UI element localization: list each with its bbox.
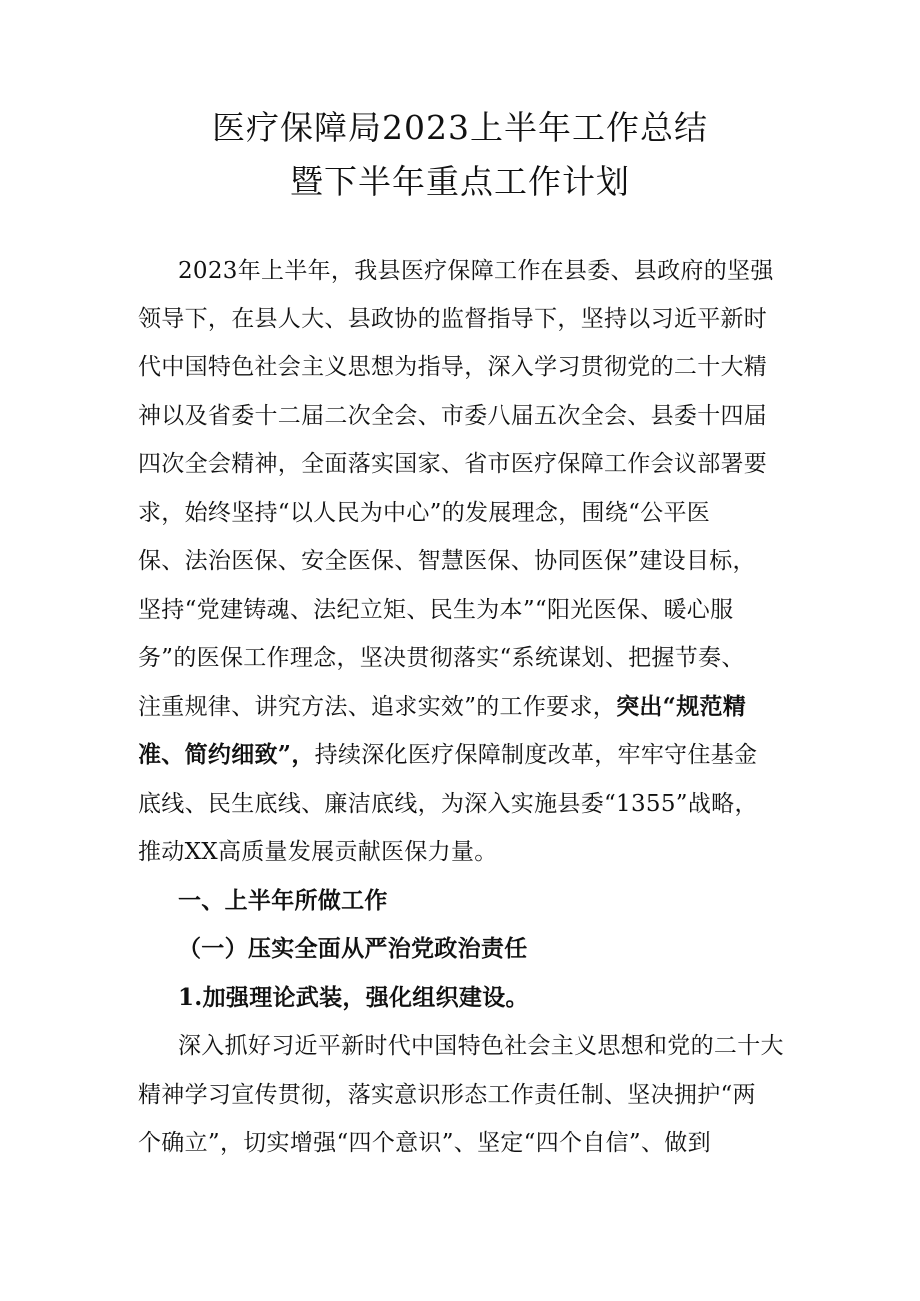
intro-line-9: 务”的医保工作理念，坚决贯彻落实“系统谋划、把握节奏、 — [138, 645, 745, 671]
intro-line-11-emphasis: 准、简约细致”， — [138, 741, 315, 768]
intro-line-11 — [138, 741, 788, 769]
intro-line-3: 代中国特色社会主义思想为指导，深入学习贯彻党的二十大精 — [138, 354, 768, 380]
subsection-heading: （一）压实全面从严治党政治责任 — [178, 935, 528, 962]
intro-line-6: 求，始终坚持“以人民为中心”的发展理念，围绕“公平医 — [138, 500, 711, 526]
document-title-line-1: 医疗保障局2023上半年工作总结 — [212, 108, 708, 147]
intro-line-10-emphasis: 突出“规范精 — [616, 693, 747, 720]
intro-line-10-text: 注重规律、讲究方法、追求实效”的工作要求， — [138, 694, 617, 720]
intro-line-2: 领导下，在县人大、县政协的监督指导下，坚持以习近平新时 — [138, 306, 768, 332]
intro-line-12: 底线、民生底线、廉洁底线，为深入实施县委“1355”战略， — [138, 791, 758, 817]
intro-line-13: 推动XX高质量发展贡献医保力量。 — [138, 839, 498, 865]
section-heading: 一、上半年所做工作 — [178, 887, 388, 914]
intro-line-1: 2023年上半年，我县医疗保障工作在县委、县政府的坚强 — [178, 258, 774, 284]
intro-line-4: 神以及省委十二届二次全会、市委八届五次全会、县委十四届 — [138, 403, 768, 429]
item-body-line-3: 个确立”，切实增强“四个意识”、坚定“四个自信”、做到 — [138, 1130, 711, 1156]
item-heading: 1.加强理论武装，强化组织建设。 — [178, 984, 529, 1011]
intro-line-10 — [138, 693, 788, 721]
intro-line-7: 保、法治医保、安全医保、智慧医保、协同医保”建设目标， — [138, 548, 756, 574]
intro-line-5: 四次全会精神，全面落实国家、省市医疗保障工作会议部署要 — [138, 451, 768, 477]
item-body-line-1: 深入抓好习近平新时代中国特色社会主义思想和党的二十大 — [178, 1033, 784, 1059]
intro-line-8: 坚持“党建铸魂、法纪立矩、民生为本”“阳光医保、暖心服 — [138, 597, 734, 623]
intro-line-11-text: 持续深化医疗保障制度改革，牢牢守住基金 — [314, 742, 758, 768]
item-body-line-2: 精神学习宣传贯彻，落实意识形态工作责任制、坚决拥护“两 — [138, 1082, 756, 1108]
document-title-line-2: 暨下半年重点工作计划 — [290, 162, 630, 201]
